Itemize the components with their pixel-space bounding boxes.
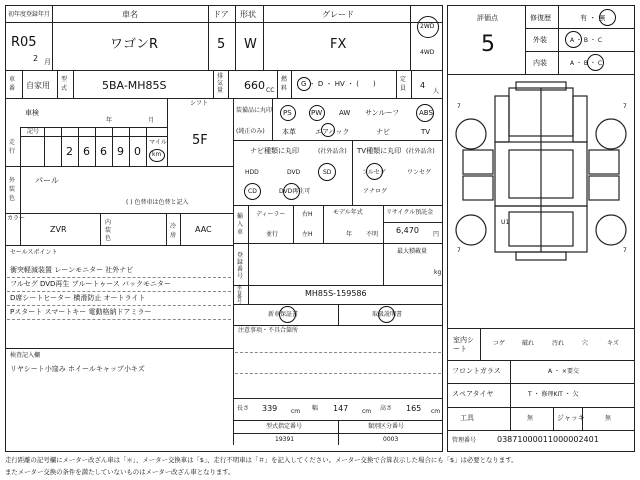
import-left: 左H [302,231,313,238]
chassis-label: 車台番号 [237,285,243,305]
shift-value: 5F [192,133,208,148]
capacity-value: 4 [420,81,426,90]
equipment-item: AW [339,109,351,117]
reg-month-value: 2 [33,54,39,63]
sales-point-line: 衝突軽減装置 レーンモニター 社外ナビ [10,266,134,274]
reg-year-value: R05 [11,35,37,50]
interior-color-label: 内装色 [105,219,112,242]
circle-mark [321,123,335,137]
max-load-kg: kg [434,269,442,276]
type-number-label: 型式指定番号 [266,423,303,430]
class-number-label: 類別区分番号 [368,423,405,430]
vehicle-label: 車番 [9,76,16,92]
model-year-unit: 年 [346,231,353,238]
score-label: 評価点 [477,14,498,22]
color-code-value: ZVR [50,225,67,234]
tv-item: フルセグ [362,169,386,176]
color-note: ( ) 色替車は色替と記入 [126,199,189,206]
new-car-warranty: 新車保証書 [268,311,299,318]
length-value: 339 [262,404,278,413]
diagram-num: 7 [457,247,461,254]
height-label: 高さ [380,405,393,412]
seat-label: 室内シート [453,336,474,353]
footer-line-1: 走行距離の記号欄にメーター改ざん車は「＊」、メーター交換車は「$」、走行不明車は「＃」を記入してください。メーター交換で合算表示した場合にも「$」は必要となります。 [5,456,518,464]
month-unit: 月 [44,58,51,66]
sales-points-label: セールスポイント [10,249,58,256]
nav-item: CD [248,188,257,195]
spare-tire-label: スペアタイヤ [452,390,494,398]
model-year-unknown: 不明 [366,231,379,238]
model-value: ワゴンR [110,37,159,52]
type-value: 5BA-MH85S [102,79,167,92]
nav-item: DVD [287,169,301,176]
owner-manual: 取扱説明書 [372,311,403,318]
mile-label: マイル [149,139,167,146]
repair-label: 修復歴 [530,14,551,22]
record-label: 記号 [27,128,40,135]
displacement-label: 排気量 [217,73,224,94]
distance-label: 走行 [9,139,16,155]
max-load-label: 最大積載量 [397,248,428,255]
month-label: 月 [148,117,155,124]
import-parallel: 並行 [266,231,279,238]
equipment-item: ナビ [376,128,390,136]
length-label: 長さ [237,405,250,412]
interior-grade-options: A ・ B ・ C [570,60,603,67]
front-glass-label: フロントガラス [452,367,501,375]
year-label: 年 [106,117,113,124]
nav-item: DVD再生可 [279,188,311,195]
model-year-label: モデル年式 [333,209,363,216]
exterior-color-value: パール [35,176,59,185]
diagram-u1: U1 [501,219,510,226]
mileage-digit: 9 [117,145,124,158]
type-number-value: 19391 [275,436,295,443]
score-value: 5 [481,32,495,57]
seat-item: 汚れ [552,340,565,347]
exterior-color-label: 外装色 [9,177,16,202]
jack-value: 無 [605,415,612,422]
interior-grade-label: 内装 [533,59,547,67]
spare-tire-options: T ・ 修理KIT ・ 欠 [528,391,579,398]
equipment-item: 本革 [282,128,296,136]
import-right: 右H [302,211,313,218]
drive-4wd: 4WD [420,49,435,56]
circle-mark [599,9,616,26]
equipment-label: 装備品に丸印 [236,107,273,114]
jack-label: ジャッキ [557,414,585,422]
nav-item: SD [323,169,332,176]
doors-value: 5 [217,37,226,52]
equipment-item: PW [311,109,323,117]
shape-label: 形状 [240,10,256,19]
nav-type-label: ナビ種類に丸印 [250,147,299,155]
km-label: km [152,151,162,158]
recycle-value: 6,470 [396,226,419,235]
grade-label: グレード [322,10,354,19]
chassis-value: MH85S-159586 [305,289,367,298]
sales-point-line: フルセグ DVD再生 ブルートゥース バックモニター [10,280,172,288]
capacity-unit: 人 [433,88,440,95]
mileage-digit: 2 [66,145,73,158]
wheel [456,119,486,149]
car-outline-svg [449,80,633,326]
right-door-rear [589,176,619,200]
circle-mark [587,54,604,71]
diagram-num: 7 [623,247,627,254]
wheel [596,215,626,245]
management-label: 管理番号 [452,437,477,444]
circle-mark [565,31,582,48]
diagram-num: 7 [457,103,461,110]
right-front-panel [573,96,587,142]
inspector-text: リヤシート小窪み ホイールキャップ小キズ [10,365,145,373]
equipment-item: サンルーフ [365,109,400,117]
exterior-grade-options: A ・ B ・ C [570,37,603,44]
repair-options: 有 ・ 無 [580,14,606,22]
notes-label: 注意事項・不具合箇所 [238,327,299,334]
mileage-digit: 0 [134,145,141,158]
tools-value: 無 [527,415,534,422]
wheel [596,119,626,149]
reg-year-label: 初年度登録年月 [8,11,51,18]
ac-value: AAC [195,225,212,234]
equipment-item: TV [421,128,431,136]
inspector-label: 検査記入欄 [10,352,41,359]
doors-label: ドア [213,10,229,19]
recycle-unit: 円 [433,231,440,238]
nav-type-sub: (社外品含) [318,148,347,155]
grade-value: FX [330,37,347,52]
cc-unit: CC [266,87,275,94]
left-door-rear [463,176,493,200]
tv-type-label: TV種類に丸印 [357,147,402,155]
height-value: 165 [406,404,422,413]
displacement-value: 660 [244,79,265,92]
left-door-front [463,150,493,174]
width-value: 147 [333,404,349,413]
height-unit: cm [431,408,441,415]
import-label: 輸入車 [237,213,244,236]
left-front-panel [495,96,509,142]
shape-value: W [244,37,257,52]
exterior-grade-label: 外装 [533,36,547,44]
equipment-item: PS [283,109,292,117]
fuel-label: 燃料 [281,76,288,92]
model-label: 車名 [122,10,138,19]
fuel-value: G ・ D ・ HV ・ ( ) [301,80,376,88]
class-number-value: 0003 [383,436,399,443]
type-label: 型式 [61,76,68,92]
rear-bumper [516,252,566,260]
recycle-label: リサイクル預託金 [386,209,434,216]
drive-2wd: 2WD [420,23,435,30]
length-unit: cm [291,408,301,415]
seat-item: キズ [607,340,619,347]
mileage-digit: 6 [100,145,107,158]
diagram-num: 7 [623,103,627,110]
car-diagram [449,80,633,326]
front-glass-options: A ・ ×要交 [548,368,579,375]
tv-item: アナログ [363,188,388,195]
nav-item: HDD [245,169,259,176]
right-door-front [589,150,619,174]
width-unit: cm [362,408,372,415]
management-value: 03871000011000002401 [497,435,599,444]
equipment-item: エアバック [315,128,350,136]
equipment-sub-label: (純正のみ) [236,128,265,135]
import-dealer: ディーラー [256,211,286,218]
registration-label: 登録番号 [237,252,244,280]
sales-point-line: Pスタート スマートキー 電動格納ドアミラー [10,308,152,316]
wheel [456,215,486,245]
inspection-label: 車検 [25,109,39,117]
seat-item: 穴 [582,340,589,347]
sales-point-line: D席シートヒーター 横滑防止 オートライト [10,294,146,302]
mileage-digit: 6 [83,145,90,158]
shift-label: シフト [190,100,209,107]
footer-line-2: またメーター交換の条件を満たしていないものはメーター改ざん車となります。 [5,468,235,476]
tools-label: 工具 [460,414,474,422]
ac-label: 冷房 [170,223,177,239]
use-value: 自家用 [26,81,50,90]
tv-type-sub: (社外品含) [406,148,435,155]
width-label: 幅 [312,405,319,412]
seat-item: 破れ [522,340,535,347]
color-code-label: カラー [7,215,26,222]
capacity-label: 定員 [400,76,407,92]
equipment-item: ABS [419,109,433,117]
seat-item: コゲ [493,340,506,347]
tv-item: ワンセグ [407,169,432,176]
